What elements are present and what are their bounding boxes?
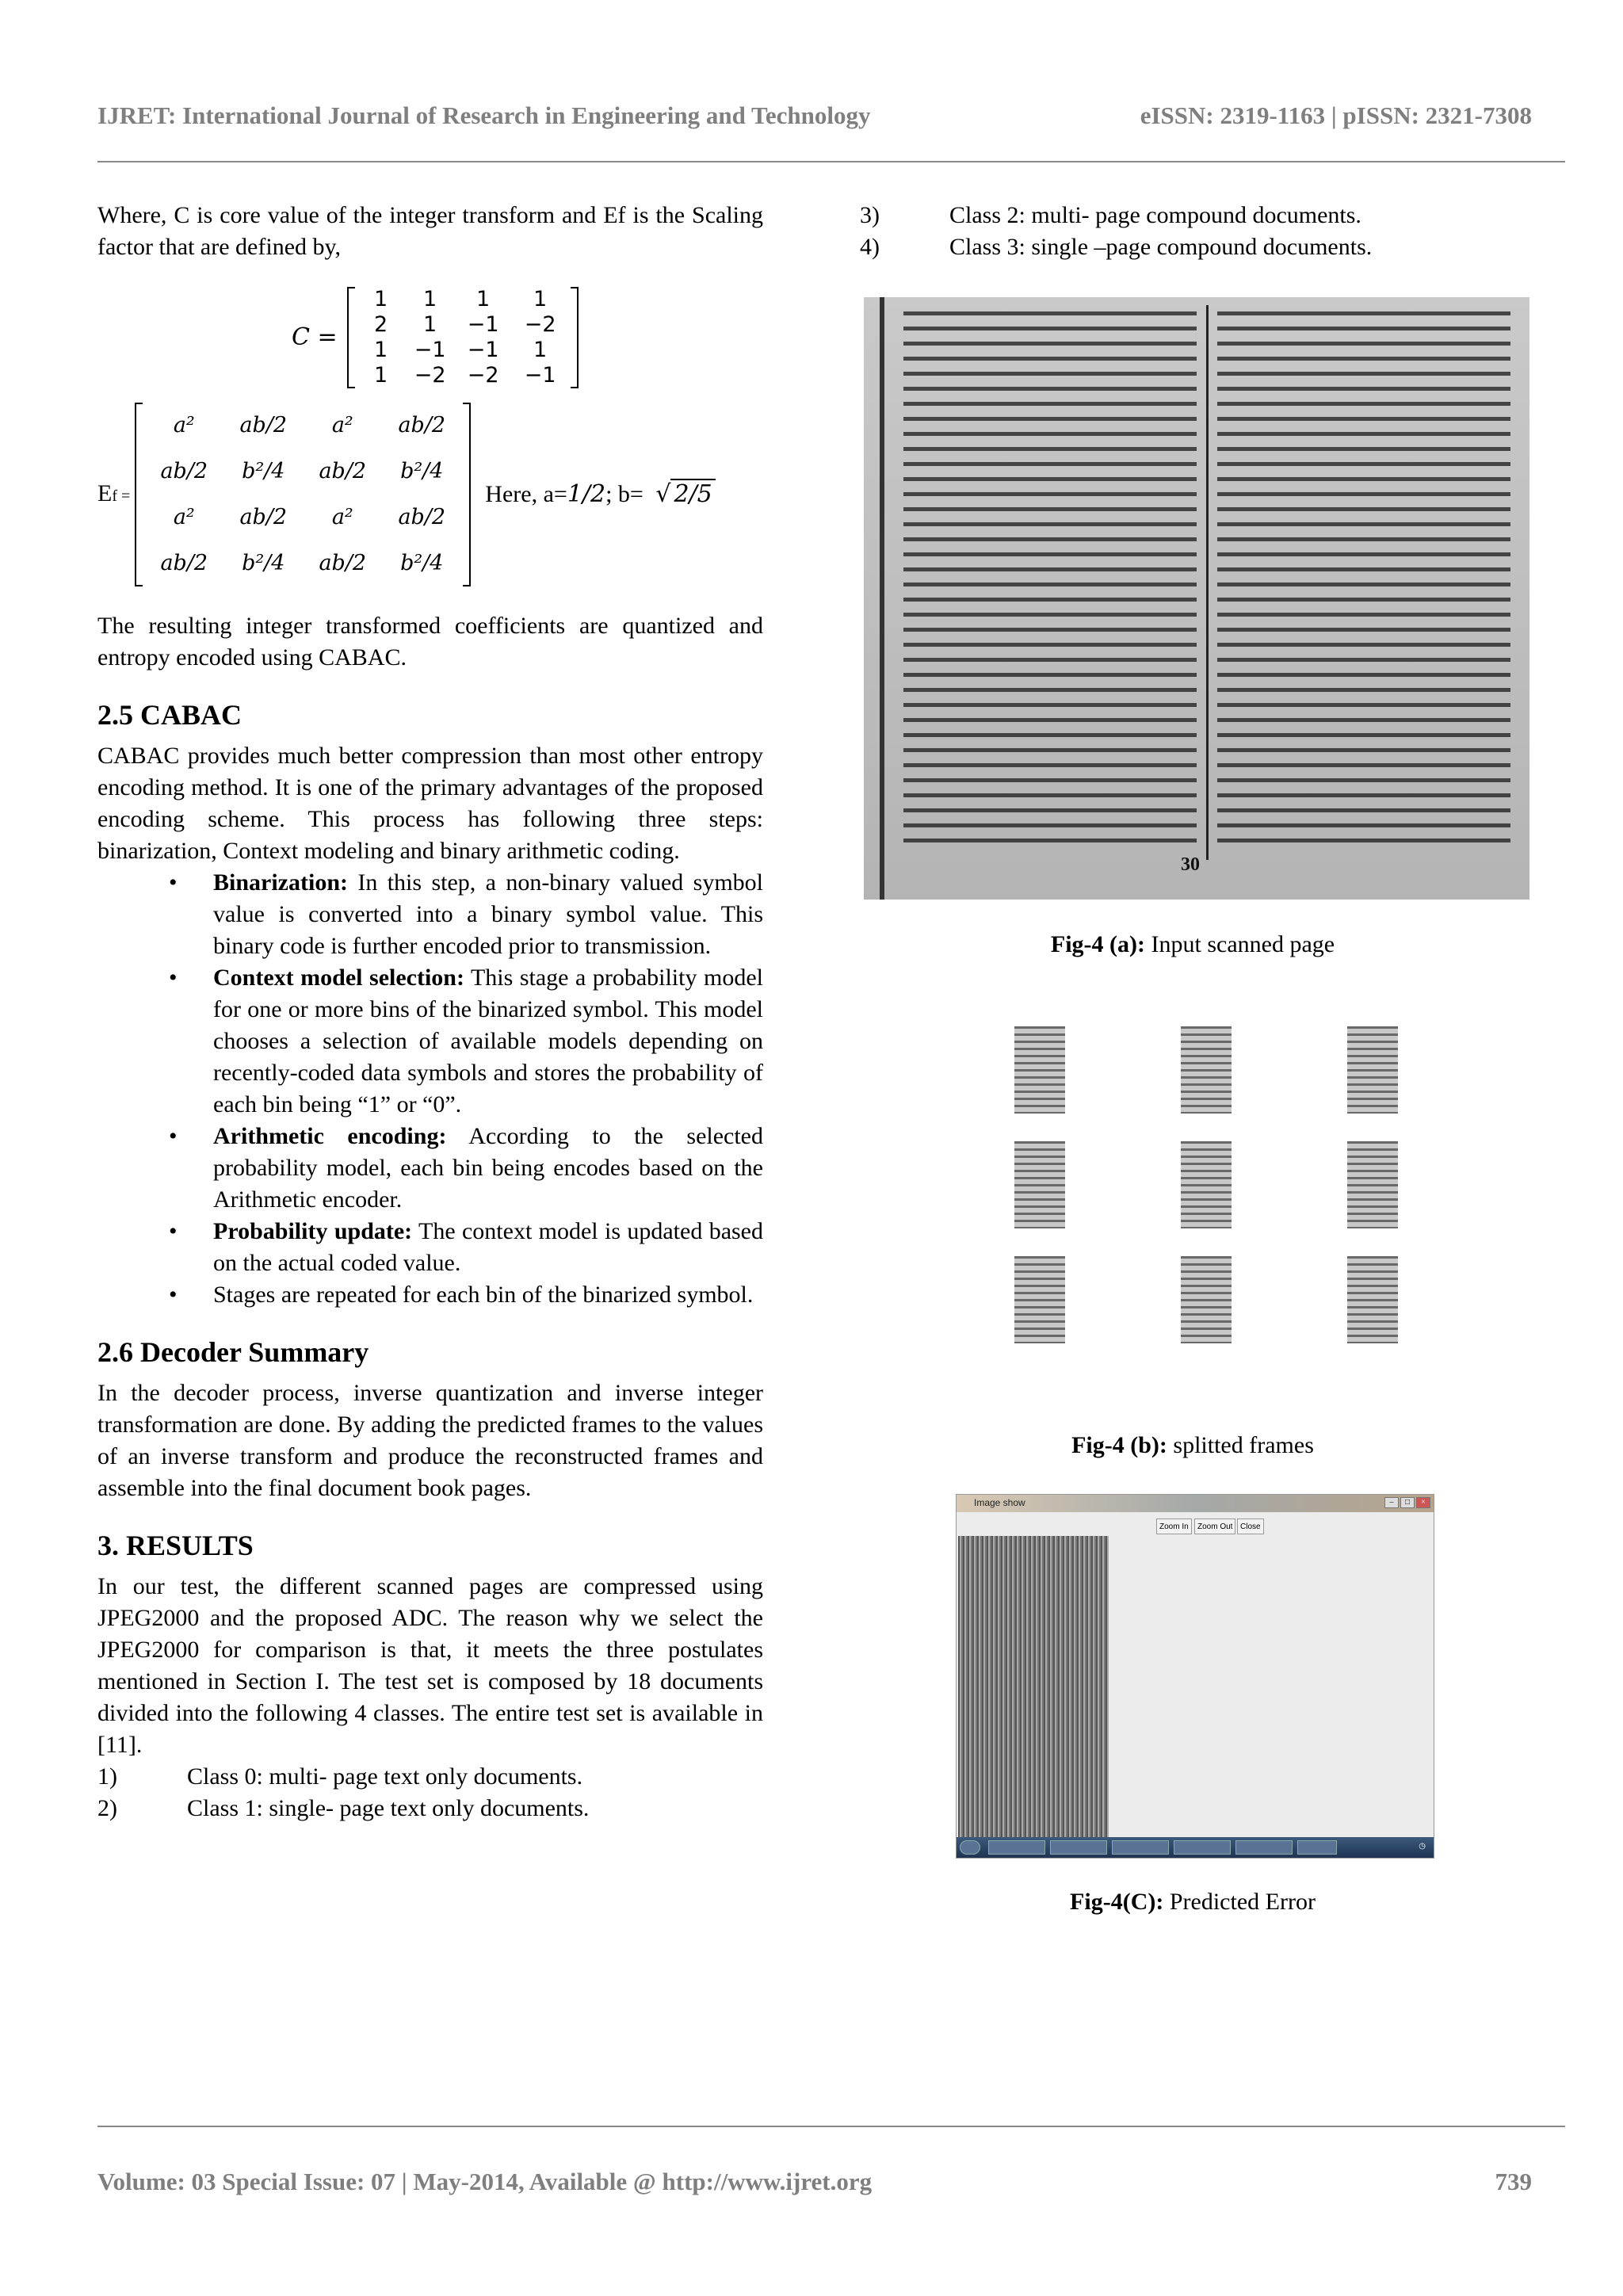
matrix-cell: b²/4 (242, 459, 285, 483)
matrix-cell: 1 (476, 287, 491, 311)
matrix-cell: a² (173, 413, 195, 437)
matrix-cell: −1 (524, 363, 556, 388)
frame-tile (1014, 1256, 1065, 1343)
header-rule (97, 161, 1565, 162)
start-icon[interactable] (960, 1840, 980, 1855)
window-title: Image show (974, 1497, 1025, 1508)
matrix-cell: a² (331, 505, 353, 529)
list-item: 4) Class 3: single –page compound documents. (860, 234, 1373, 260)
cabac-heading: 2.5 CABAC (97, 699, 242, 731)
fig-4b-caption: Fig-4 (b): splitted frames (1071, 1432, 1314, 1458)
frame-tile (1014, 1141, 1065, 1228)
frame-tile (1181, 1256, 1232, 1343)
list-item: • Binarization: In this step, a non-binary valued symbol value is converted into a binary symbol value. This binary code is further encoded prior to transmission. (213, 867, 763, 962)
taskbar (957, 1837, 1434, 1858)
input-scanned-page-image (864, 297, 1529, 900)
matrix-cell: 1 (374, 338, 388, 362)
matrix-cell: −2 (467, 363, 499, 388)
taskbar-item[interactable] (1235, 1840, 1293, 1855)
matrix-cell: b²/4 (400, 551, 444, 575)
matrix-cell: −1 (467, 312, 499, 337)
matrix-ef-label: Ef = (97, 479, 131, 506)
list-item: • Stages are repeated for each bin of the binarized symbol. (213, 1279, 763, 1311)
frame-tile (1347, 1256, 1398, 1343)
classes-list-left (97, 1761, 763, 1824)
frame-tile (1181, 1026, 1232, 1114)
frame-tile (1347, 1141, 1398, 1228)
matrix-cell: 1 (533, 287, 548, 311)
footer-text: Volume: 03 Special Issue: 07 | May-2014, Available @ http://www.ijret.org (97, 2168, 873, 2195)
predicted-error-image (958, 1536, 1109, 1837)
b-value: √ 2/5 (655, 480, 715, 508)
close-button[interactable]: Close (1237, 1519, 1264, 1534)
matrix-cell: ab/2 (239, 413, 288, 437)
zoom-out-button[interactable]: Zoom Out (1194, 1519, 1235, 1534)
decoder-paragraph: In the decoder process, inverse quantization and inverse integer transformation are done. By adding the predicted frames to the values of an inverse transform and produce the reconstructed frames and assemble into the final document book pages. (97, 1380, 763, 1501)
page-header (97, 101, 1532, 133)
window-titlebar (957, 1495, 1434, 1512)
journal-title: IJRET: International Journal of Research in Engineering and Technology (97, 101, 871, 129)
results-paragraph: In our test, the different scanned pages are compressed using JPEG2000 and the proposed ADC. The reason why we select the JPEG2000 for comparison is that, it meets the three postulates mentioned in Section I. The test set is composed by 18 documents divided into the following 4 classes. The entire test set is available in [11]. (97, 1573, 763, 1758)
taskbar-item[interactable] (1174, 1840, 1231, 1855)
frame-tile (1347, 1026, 1398, 1114)
matrix-cell: 1 (423, 312, 437, 337)
matrix-ef-equation (97, 403, 763, 586)
matrix-cell: −1 (414, 338, 446, 362)
fig-4a-caption: Fig-4 (a): Input scanned page (1050, 931, 1335, 957)
matrix-c (347, 287, 579, 388)
splitted-frames-image (1006, 1018, 1403, 1367)
matrix-cell: −2 (524, 312, 556, 337)
matrix-cell: a² (173, 505, 195, 529)
matrix-cell: ab/2 (319, 551, 367, 575)
results-heading: 3. RESULTS (97, 1530, 254, 1561)
frame-tile (1014, 1026, 1065, 1114)
predicted-error-window (956, 1494, 1434, 1859)
a-value: 1/2 (567, 480, 606, 508)
list-item: • Probability update: The context model is updated based on the actual coded value. (213, 1216, 763, 1279)
minimize-icon[interactable]: – (1384, 1497, 1399, 1508)
intro-paragraph: Where, C is core value of the integer transform and Ef is the Scaling factor that are defined by, (97, 202, 763, 260)
zoom-in-button[interactable]: Zoom In (1156, 1519, 1192, 1534)
list-item: 3) Class 2: multi- page compound documents. (860, 202, 1361, 228)
cabac-steps-list (213, 867, 763, 1311)
matrix-cell: −1 (467, 338, 499, 362)
matrix-cell: 2 (374, 312, 388, 337)
tray-clock-icon: ◷ (1419, 1842, 1426, 1851)
taskbar-item[interactable] (988, 1840, 1045, 1855)
cabac-paragraph: CABAC provides much better compression than most other entropy encoding method. It is one of the primary advantages of the proposed encoding scheme. This process has following three steps: binarization, Context modeling and binary arithmetic coding. (97, 743, 763, 864)
taskbar-item[interactable] (1112, 1840, 1169, 1855)
maximize-icon[interactable]: □ (1400, 1497, 1415, 1508)
matrix-cell: ab/2 (239, 505, 288, 529)
page-footer (97, 2168, 1532, 2196)
footer-rule (97, 2126, 1565, 2127)
right-column (860, 200, 1526, 263)
matrix-cell: 1 (374, 363, 388, 388)
matrix-c-equation (292, 287, 763, 388)
matrix-ef (135, 403, 471, 586)
matrix-cell: ab/2 (160, 551, 208, 575)
decoder-heading: 2.6 Decoder Summary (97, 1336, 369, 1368)
issn-text: eISSN: 2319-1163 | pISSN: 2321-7308 (1140, 101, 1532, 129)
quantization-paragraph: The resulting integer transformed coefficients are quantized and entropy encoded using CABAC. (97, 613, 763, 670)
matrix-cell: b²/4 (400, 459, 444, 483)
matrix-cell: ab/2 (398, 505, 446, 529)
matrix-cell: ab/2 (319, 459, 367, 483)
scanned-page-number: 30 (1181, 854, 1200, 875)
fig-4c-caption: Fig-4(C): Predicted Error (1070, 1889, 1316, 1915)
matrix-cell: 1 (423, 287, 437, 311)
matrix-cell: −2 (414, 363, 446, 388)
list-item: • Arithmetic encoding: According to the selected probability model, each bin being encodes based on the Arithmetic encoder. (213, 1121, 763, 1216)
taskbar-item[interactable] (1297, 1840, 1337, 1855)
matrix-cell: b²/4 (242, 551, 285, 575)
list-item: 1) Class 0: multi- page text only documents. (97, 1763, 583, 1790)
list-item: • Context model selection: This stage a probability model for one or more bins of the binarized symbol. This model chooses a selection of available models depending on recently-coded data symbols and stores the probability of each bin being “1” or “0”. (213, 962, 763, 1121)
matrix-cell: a² (331, 413, 353, 437)
here-text: Here, a=1/2; b= √ 2/5 (485, 479, 715, 510)
matrix-cell: ab/2 (398, 413, 446, 437)
close-icon[interactable]: × (1416, 1497, 1430, 1508)
matrix-cell: ab/2 (160, 459, 208, 483)
matrix-c-label: C = (292, 323, 338, 351)
list-item: 2) Class 1: single- page text only documents. (97, 1795, 590, 1821)
matrix-cell: 1 (374, 287, 388, 311)
taskbar-item[interactable] (1050, 1840, 1107, 1855)
matrix-cell: 1 (533, 338, 548, 362)
classes-list-right (860, 200, 1526, 263)
frame-tile (1181, 1141, 1232, 1228)
page-number: 739 (1495, 2168, 1532, 2195)
left-column (97, 200, 763, 1824)
